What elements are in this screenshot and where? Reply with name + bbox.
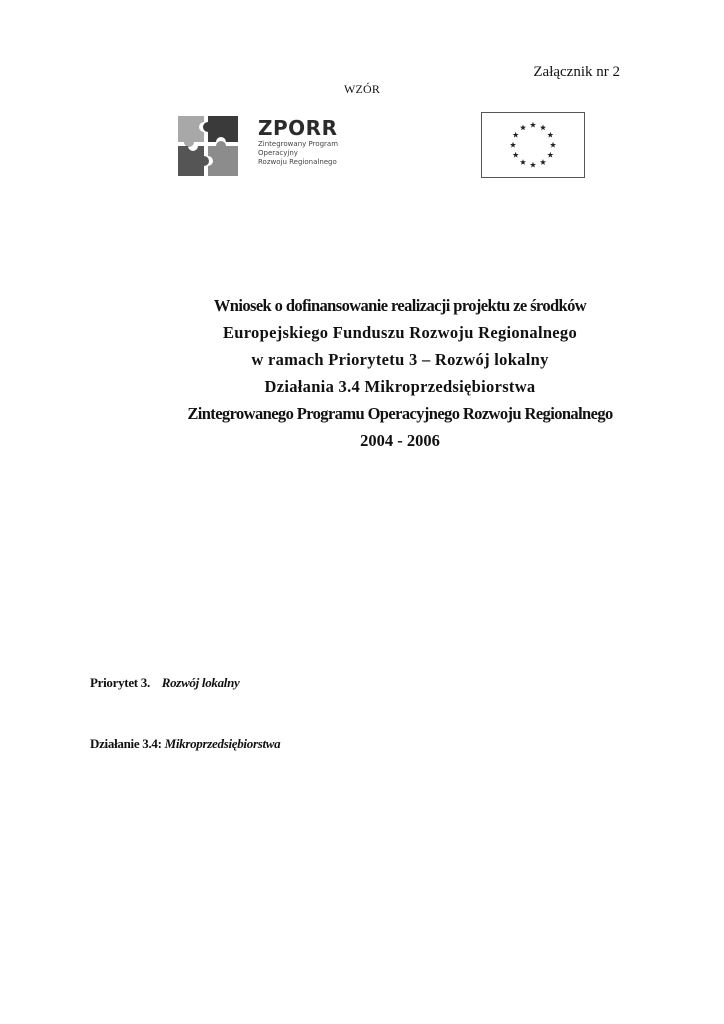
zporr-line: Rozwoju Regionalnego bbox=[258, 158, 337, 166]
zporr-line: Zintegrowany Program bbox=[258, 140, 339, 148]
title-line: 2004 - 2006 bbox=[360, 431, 440, 450]
attachment-label: Załącznik nr 2 bbox=[533, 64, 620, 80]
eu-star-icon bbox=[510, 142, 516, 148]
title-line: Wniosek o dofinansowanie realizacji projektu ze środków bbox=[213, 296, 587, 315]
eu-star-icon bbox=[550, 142, 556, 148]
priority-label: Priorytet 3. bbox=[90, 675, 150, 690]
eu-star-icon bbox=[530, 122, 536, 128]
priority-value: Rozwój lokalny bbox=[161, 675, 240, 690]
zporr-logo bbox=[176, 112, 346, 182]
eu-star-icon bbox=[540, 124, 546, 130]
title-line: w ramach Priorytetu 3 – Rozwój lokalny bbox=[251, 350, 549, 369]
eu-star-icon bbox=[520, 124, 526, 130]
title-line: Zintegrowanego Programu Operacyjnego Rozwoju Regionalnego bbox=[187, 404, 613, 423]
action-label: Działanie 3.4: bbox=[90, 736, 162, 751]
eu-star-icon bbox=[547, 152, 553, 158]
eu-star-icon bbox=[513, 152, 519, 158]
action-row bbox=[90, 736, 280, 752]
eu-flag-icon bbox=[481, 112, 585, 178]
priority-row bbox=[90, 675, 240, 691]
zporr-title: ZPORR bbox=[258, 116, 338, 140]
title-line: Działania 3.4 Mikroprzedsiębiorstwa bbox=[264, 377, 536, 396]
template-mark: WZÓR bbox=[344, 82, 381, 96]
document-title bbox=[150, 292, 650, 454]
eu-star-icon bbox=[520, 159, 526, 165]
eu-star-icon bbox=[540, 159, 546, 165]
eu-star-icon bbox=[513, 132, 519, 138]
eu-star-icon bbox=[547, 132, 553, 138]
puzzle-logo-icon bbox=[176, 112, 240, 178]
eu-star-icon bbox=[530, 162, 536, 168]
title-line: Europejskiego Funduszu Rozwoju Regionalnego bbox=[222, 323, 578, 342]
action-value: Mikroprzedsiębiorstwa bbox=[164, 736, 281, 751]
zporr-line: Operacyjny bbox=[258, 149, 298, 157]
